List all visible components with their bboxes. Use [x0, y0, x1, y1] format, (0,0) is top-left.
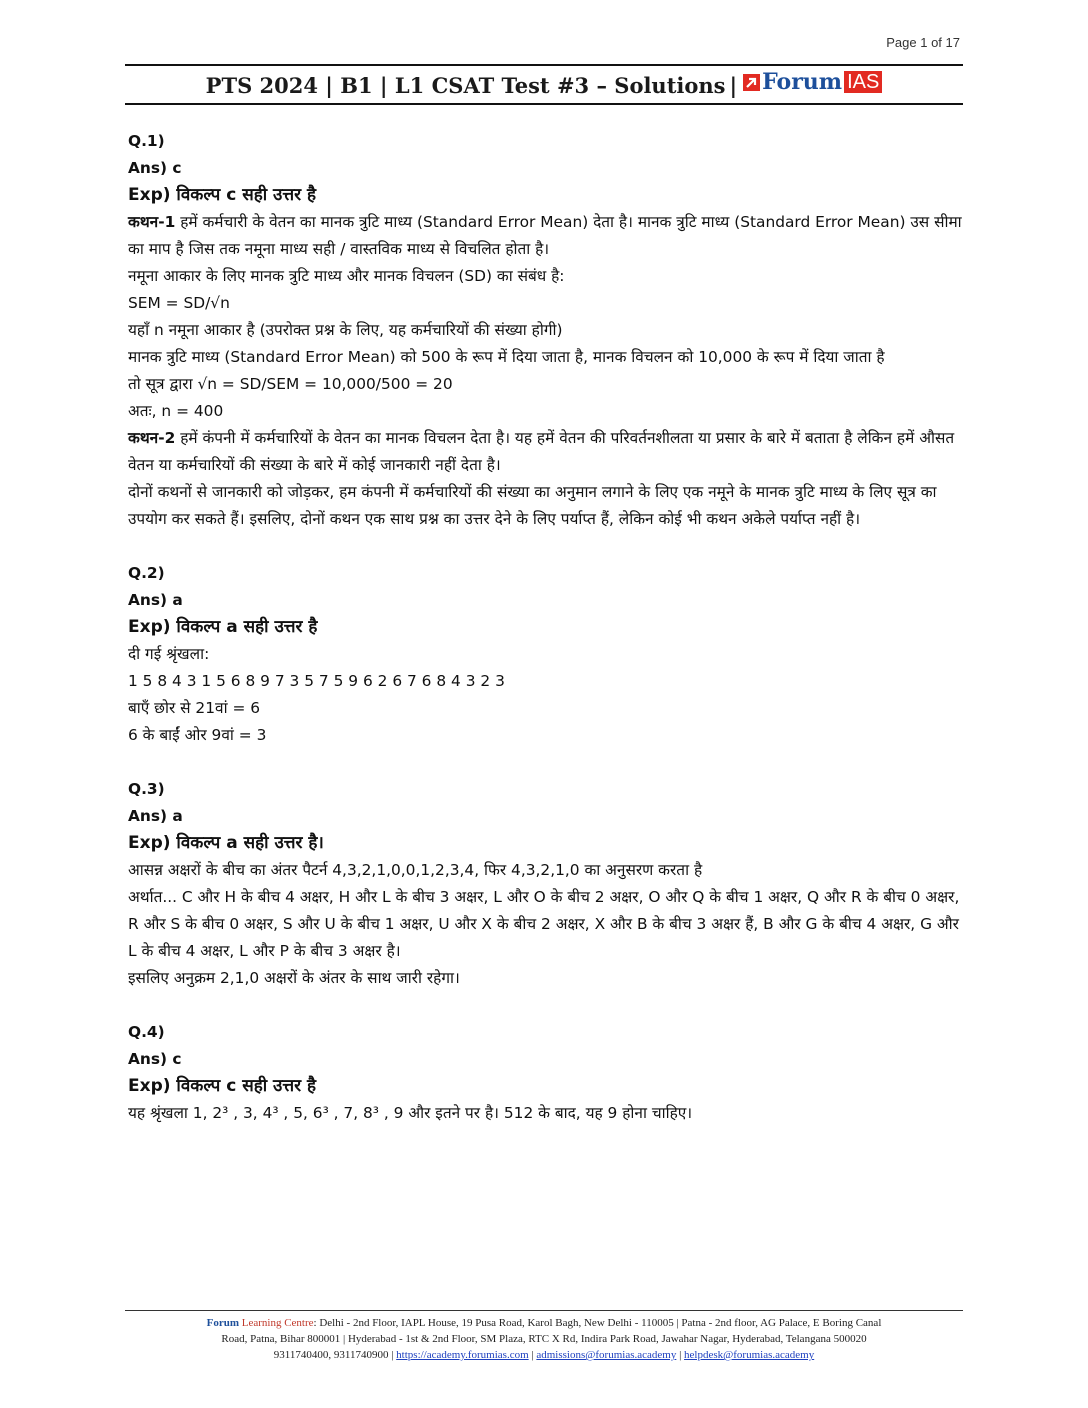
explanation-line: तो सूत्र द्वारा √n = SD/SEM = 10,000/500 = 20 [128, 375, 453, 393]
explanation-heading: Exp) विकल्प c सही उत्तर है [128, 1076, 317, 1096]
explanation-text: हमें कंपनी में कर्मचारियों के वेतन का मानक विचलन देता है। यह हमें वेतन की परिवर्तनशीलता या प्रसार के बारे में बताता है लेकिन हमें औसत वेतन या कर्मचारियों की संख्या के बारे में कोई जानकारी नहीं देता है। [128, 429, 955, 474]
footer-helpdesk-email-link[interactable]: helpdesk@forumias.academy [684, 1349, 815, 1361]
explanation-line: दोनों कथनों से जानकारी को जोड़कर, हम कंपनी में कर्मचारियों की संख्या का अनुमान लगाने के लिए एक नमूने के मानक त्रुटि माध्य के लिए सूत्र का उपयोग कर सकते हैं। इसलिए, दोनों कथन एक साथ प्रश्न का उत्तर देने के लिए पर्याप्त हैं, लेकिन कोई भी कथन अकेले पर्याप्त नहीं है। [128, 483, 937, 528]
explanation-line: आसन्न अक्षरों के बीच का अंतर पैटर्न 4,3,2,1,0,0,1,2,3,4, फिर 4,3,2,1,0 का अनुसरण करता है [128, 861, 703, 879]
explanation-line: मानक त्रुटि माध्य (Standard Error Mean) को 500 के रूप में दिया जाता है, मानक विचलन को 10,000 के रूप में दिया जाता है [128, 348, 885, 366]
footer-address-line [125, 1315, 963, 1331]
document-header [125, 68, 963, 102]
footer-brand-rest: Learning Centre [239, 1317, 314, 1329]
explanation-line: दी गई श्रृंखला: [128, 645, 210, 663]
answer-line: Ans) c [128, 1050, 182, 1068]
explanation-heading: Exp) विकल्प a सही उत्तर है। [128, 833, 324, 853]
explanation-line: SEM = SD/√n [128, 294, 230, 312]
footer-website-link[interactable]: https://academy.forumias.com [396, 1349, 529, 1361]
header-bottom-rule [125, 103, 963, 105]
series-line: 1 5 8 4 3 1 5 6 8 9 7 3 5 7 5 9 6 2 6 7 6 8 4 3 2 3 [128, 672, 505, 690]
statement-label: कथन-2 [128, 429, 176, 447]
question-block [128, 128, 962, 533]
explanation-line: अर्थात... C और H के बीच 4 अक्षर, H और L के बीच 3 अक्षर, L और O के बीच 2 अक्षर, O और Q के बीच 1 अक्षर, Q और R के बीच 0 अक्षर, R और S के बीच 0 अक्षर, S और U के बीच 1 अक्षर, U और X के बीच 2 अक्षर, X और B के बीच 3 अक्षर हैं, B और G के बीच 4 अक्षर, G और L के बीच 4 अक्षर, L और P के बीच 3 अक्षर है। [128, 888, 960, 960]
page-footer [125, 1310, 963, 1363]
question-block [128, 1019, 962, 1127]
question-block [128, 560, 962, 749]
page-number: Page 1 of 17 [886, 35, 960, 50]
explanation-line: बाएँ छोर से 21वां = 6 [128, 699, 261, 717]
explanation-heading: Exp) विकल्प c सही उत्तर है [128, 185, 317, 205]
question-block [128, 776, 962, 992]
explanation-line [128, 425, 962, 479]
explanation-heading: Exp) विकल्प a सही उत्तर है [128, 617, 318, 637]
logo-ias-text: IAS [844, 71, 882, 93]
answer-line: Ans) c [128, 159, 182, 177]
explanation-line [128, 209, 962, 263]
explanation-line: यहाँ n नमूना आकार है (उपरोक्त प्रश्न के लिए, यह कर्मचारियों की संख्या होगी) [128, 321, 563, 339]
forumias-logo [743, 69, 882, 95]
question-number: Q.4) [128, 1023, 165, 1041]
explanation-line: 6 के बाईं ओर 9वां = 3 [128, 726, 267, 744]
solutions-content [128, 128, 962, 1154]
explanation-line: नमूना आकार के लिए मानक त्रुटि माध्य और मानक विचलन (SD) का संबंध है: [128, 267, 565, 285]
question-number: Q.1) [128, 132, 165, 150]
logo-forum-text: Forum [762, 69, 843, 95]
footer-phones: 9311740400, 9311740900 | [273, 1349, 397, 1361]
header-top-rule [125, 64, 963, 66]
explanation-line: यह श्रृंखला 1, 2³ , 3, 4³ , 5, 6³ , 7, 8³ , 9 और इतने पर है। 512 के बाद, यह 9 होना चाहिए। [128, 1104, 693, 1122]
footer-admissions-email-link[interactable]: admissions@forumias.academy [536, 1349, 677, 1361]
explanation-line: इसलिए अनुक्रम 2,1,0 अक्षरों के अंतर के साथ जारी रहेगा। [128, 969, 460, 987]
explanation-text: हमें कर्मचारी के वेतन का मानक त्रुटि माध्य (Standard Error Mean) देता है। मानक त्रुटि माध्य (Standard Error Mean) उस सीमा का माप है जिस तक नमूना माध्य सही / वास्तविक माध्य से विचलित होता है। [128, 213, 962, 258]
arrow-up-right-icon [743, 74, 760, 91]
answer-line: Ans) a [128, 591, 183, 609]
header-separator: | [729, 72, 738, 98]
statement-label: कथन-1 [128, 213, 176, 231]
footer-brand-forum: Forum [206, 1317, 239, 1329]
question-number: Q.2) [128, 564, 165, 582]
question-number: Q.3) [128, 780, 165, 798]
footer-address-2: Road, Patna, Bihar 800001 | Hyderabad - 1st & 2nd Floor, SM Plaza, RTC X Rd, Indira Park Road, Jawahar Nagar, Hyderabad, Telangana 500020 [221, 1333, 867, 1345]
footer-address-1: : Delhi - 2nd Floor, IAPL House, 19 Pusa Road, Karol Bagh, New Delhi - 110005 | Patna - 2nd floor, AG Palace, E Boring Canal [313, 1317, 882, 1329]
footer-contact-line: 9311740400, 9311740900 | https://academy.forumias.com | admissions@forumias.academy | helpdesk@forumias.academy [273, 1349, 815, 1361]
explanation-line: अतः, n = 400 [128, 402, 224, 420]
answer-line: Ans) a [128, 807, 183, 825]
header-title: PTS 2024 | B1 | L1 CSAT Test #3 – Solutions [205, 72, 726, 98]
